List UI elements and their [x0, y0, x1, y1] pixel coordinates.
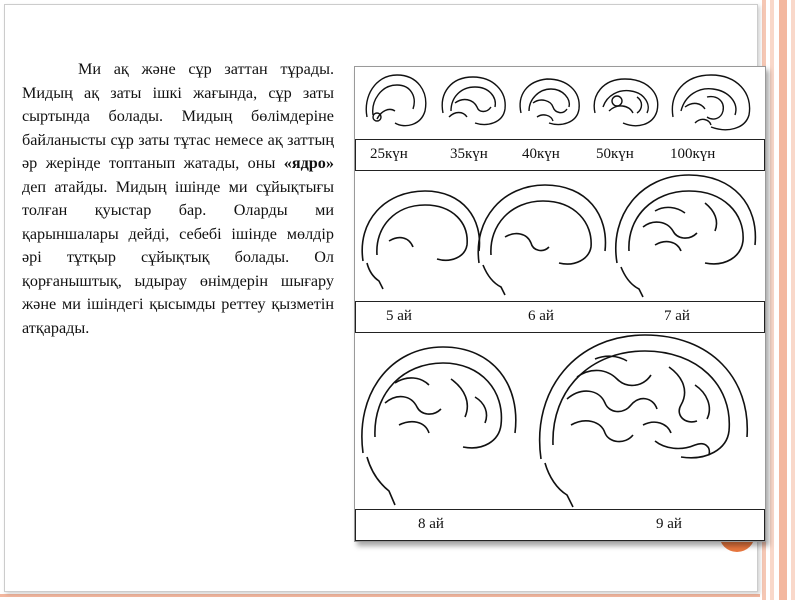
brain-development-figure — [354, 66, 766, 542]
brain-5-months-drawing — [362, 191, 479, 289]
label-8-months: 8 ай — [418, 516, 444, 532]
body-text-part1: Ми ақ және сұр заттан тұрады. Мидың ақ заты ішкі жағында, сұр заты сыртында болады. Мидың бөлімдеріне байланысты сұр заты тұтас немесе ақ заттың әр жерінде топтанып жатады, оны — [22, 60, 334, 172]
body-text — [22, 58, 334, 340]
embryo-brain-drawings — [355, 67, 765, 139]
decorative-stripes — [760, 0, 800, 600]
label-100-days: 100күн — [670, 146, 716, 162]
brain-9-months-drawing — [540, 335, 748, 507]
embryo-25-days-drawing — [366, 75, 426, 126]
label-7-months: 7 ай — [664, 308, 690, 324]
decorative-bottom-band — [0, 592, 760, 600]
embryo-40-days-drawing — [520, 79, 579, 124]
label-9-months: 9 ай — [656, 516, 682, 532]
brain-6-months-drawing — [478, 185, 605, 295]
months-label-bar-1 — [355, 301, 765, 333]
embryo-100-days-drawing — [672, 75, 749, 130]
fetal-brain-months-5-7 — [355, 171, 765, 299]
months-label-bar-2 — [355, 509, 765, 541]
label-35-days: 35күн — [450, 146, 488, 162]
brain-8-months-drawing — [362, 347, 516, 505]
label-40-days: 40күн — [522, 146, 560, 162]
body-text-bold: «ядро» — [283, 154, 334, 172]
embryo-35-days-drawing — [442, 77, 505, 124]
embryo-50-days-drawing — [594, 79, 657, 126]
label-50-days: 50күн — [596, 146, 634, 162]
label-5-months: 5 ай — [386, 308, 412, 324]
label-6-months: 6 ай — [528, 308, 554, 324]
brain-7-months-drawing — [616, 175, 756, 297]
label-25-days: 25күн — [370, 146, 408, 162]
fetal-brain-months-8-9 — [355, 333, 765, 509]
days-label-bar — [355, 139, 765, 171]
body-text-part2: деп атайды. Мидың ішінде ми сұйықтығы толған қуыстар бар. Оларды ми қарыншалары дейді, себебі ішінде мөлдір әрі тұтқыр сұйықтық болады. Ол қорғаныштық, ыдырау өнімдерін шығару және ми ішіндегі қысымды реттеу қызметін атқарады. — [22, 177, 334, 337]
